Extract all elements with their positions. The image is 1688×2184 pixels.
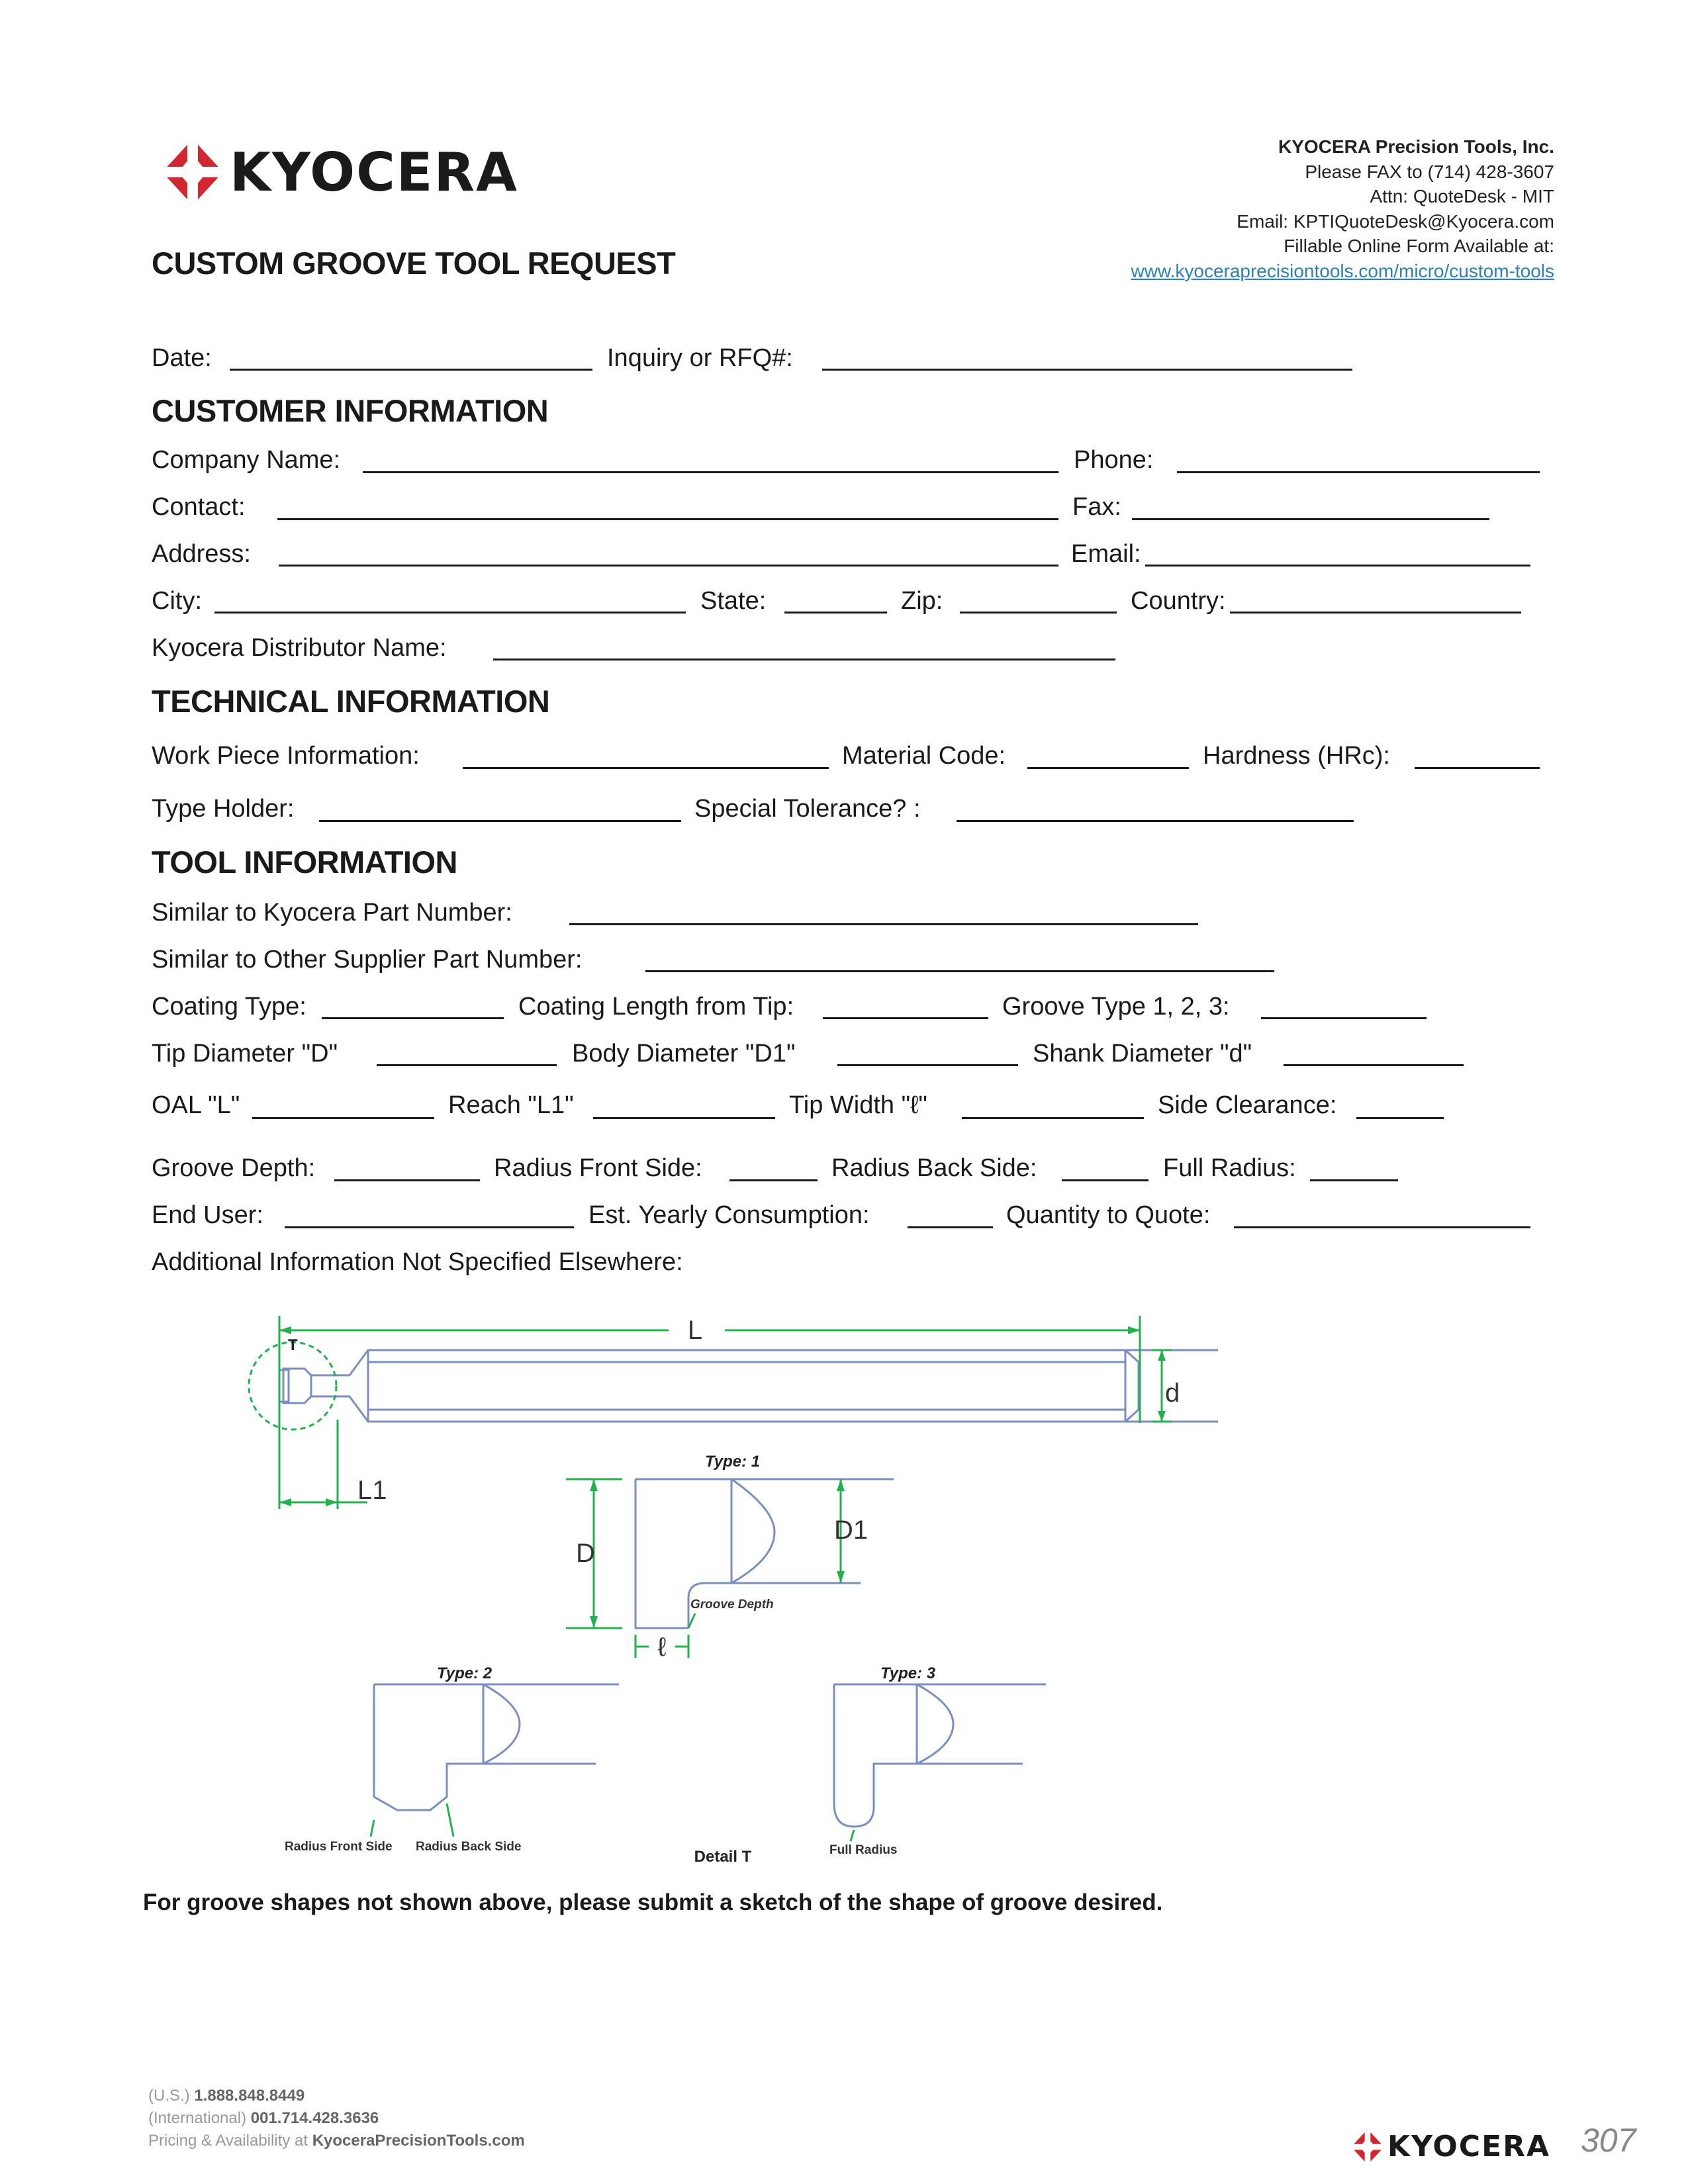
- contact-url-link[interactable]: www.kyoceraprecisiontools.com/micro/custom-tools: [1131, 260, 1554, 281]
- technical-heading: TECHNICAL INFORMATION: [152, 684, 550, 719]
- side-clearance-field[interactable]: [1356, 1117, 1444, 1119]
- tool-outline: [279, 1350, 1218, 1422]
- zip-field[interactable]: [960, 612, 1117, 614]
- tip-diameter-field[interactable]: [377, 1064, 557, 1066]
- footer-us-label: (U.S.): [148, 2087, 190, 2105]
- diagram-d1-label: D1: [834, 1516, 868, 1545]
- contact-company: KYOCERA Precision Tools, Inc.: [1278, 136, 1554, 157]
- quantity-field[interactable]: [1234, 1226, 1530, 1228]
- full-radius-label: Full Radius:: [1163, 1154, 1296, 1182]
- tolerance-field[interactable]: [957, 820, 1354, 822]
- body-diameter-label: Body Diameter "D1": [572, 1040, 796, 1068]
- footer-intl-phone: 001.714.428.3636: [250, 2109, 379, 2127]
- tip-diameter-label: Tip Diameter "D": [152, 1040, 338, 1068]
- footer-contact: [148, 2085, 525, 2152]
- tip-width-label: Tip Width "ℓ": [789, 1091, 927, 1119]
- fax-field[interactable]: [1132, 518, 1489, 520]
- diagram-t-label: T: [288, 1336, 298, 1354]
- company-label: Company Name:: [152, 446, 341, 474]
- footer-website: KyoceraPrecisionTools.com: [312, 2132, 525, 2150]
- diagram-type3-label: Type: 3: [880, 1664, 936, 1682]
- type-holder-field[interactable]: [319, 820, 681, 822]
- shank-diameter-field[interactable]: [1284, 1064, 1464, 1066]
- reach-field[interactable]: [593, 1117, 775, 1119]
- company-field[interactable]: [363, 471, 1058, 473]
- date-field[interactable]: [230, 369, 592, 371]
- radius-back-label: Radius Back Side:: [831, 1154, 1037, 1182]
- consumption-label: Est. Yearly Consumption:: [588, 1201, 870, 1229]
- oal-field[interactable]: [252, 1117, 434, 1119]
- radius-back-field[interactable]: [1062, 1179, 1149, 1181]
- diagram-d-shank-label: d: [1165, 1379, 1180, 1408]
- diagram-l1-label: L1: [357, 1476, 387, 1505]
- kyocera-wordmark: KYOCERA: [230, 142, 518, 203]
- diagram-type1-label: Type: 1: [705, 1453, 761, 1471]
- diagram-tip-d-label: D: [576, 1539, 595, 1568]
- customer-heading: CUSTOMER INFORMATION: [152, 393, 549, 428]
- contact-email: Email: KPTIQuoteDesk@Kyocera.com: [1237, 210, 1554, 232]
- country-field[interactable]: [1230, 612, 1521, 614]
- coating-length-field[interactable]: [823, 1017, 988, 1019]
- body-diameter-field[interactable]: [837, 1064, 1018, 1066]
- state-label: State:: [700, 587, 767, 615]
- kyocera-mark-icon: [161, 138, 224, 206]
- footer-us-phone: 1.888.848.8449: [194, 2087, 305, 2105]
- work-piece-field[interactable]: [463, 767, 829, 769]
- quantity-label: Quantity to Quote:: [1006, 1201, 1211, 1229]
- country-label: Country:: [1131, 587, 1226, 615]
- similar-other-field[interactable]: [645, 970, 1274, 972]
- shank-diameter-label: Shank Diameter "d": [1033, 1040, 1252, 1068]
- radius-front-field[interactable]: [729, 1179, 818, 1181]
- contact-block: [1131, 134, 1554, 283]
- material-code-field[interactable]: [1027, 767, 1189, 769]
- consumption-field[interactable]: [908, 1226, 993, 1228]
- diagram-groove-depth-label: Groove Depth: [690, 1598, 774, 1612]
- groove-type-label: Groove Type 1, 2, 3:: [1002, 993, 1230, 1021]
- footer-logo: [1350, 2128, 1551, 2168]
- groove-shape-note: For groove shapes not shown above, please submit a sketch of the shape of groove desired.: [143, 1889, 1163, 1915]
- tool-heading: TOOL INFORMATION: [152, 844, 457, 880]
- contact-label: Contact:: [152, 493, 246, 521]
- email-label: Email:: [1071, 540, 1141, 568]
- tip-width-field[interactable]: [962, 1117, 1144, 1119]
- distributor-label: Kyocera Distributor Name:: [152, 634, 447, 662]
- tool-diagram: [238, 1297, 1218, 1880]
- footer-intl-label: (International): [148, 2109, 247, 2127]
- date-label: Date:: [152, 344, 212, 372]
- fax-label: Fax:: [1072, 493, 1121, 521]
- detail-circle: [249, 1342, 336, 1430]
- inquiry-field[interactable]: [822, 369, 1352, 371]
- radius-front-label: Radius Front Side:: [494, 1154, 702, 1182]
- contact-fillable: Fillable Online Form Available at:: [1284, 236, 1554, 256]
- zip-label: Zip:: [901, 587, 943, 615]
- type3-profile: [834, 1684, 1046, 1827]
- side-clearance-label: Side Clearance:: [1158, 1091, 1337, 1119]
- address-field[interactable]: [279, 565, 1058, 567]
- kyocera-mark-icon: [1350, 2128, 1385, 2165]
- similar-other-label: Similar to Other Supplier Part Number:: [152, 946, 583, 974]
- coating-length-label: Coating Length from Tip:: [518, 993, 794, 1021]
- groove-depth-field[interactable]: [334, 1179, 480, 1181]
- groove-type-field[interactable]: [1261, 1017, 1427, 1019]
- footer-pricing-label: Pricing & Availability at: [148, 2132, 308, 2150]
- page-title: CUSTOM GROOVE TOOL REQUEST: [152, 246, 676, 281]
- diagram-full-radius-label: Full Radius: [829, 1843, 898, 1857]
- diagram-radius-back-label: Radius Back Side: [416, 1840, 522, 1854]
- full-radius-field[interactable]: [1310, 1179, 1398, 1181]
- state-field[interactable]: [784, 612, 887, 614]
- similar-kyocera-field[interactable]: [569, 923, 1198, 925]
- reach-label: Reach "L1": [448, 1091, 574, 1119]
- diagram-type2-label: Type: 2: [437, 1664, 492, 1682]
- similar-kyocera-label: Similar to Kyocera Part Number:: [152, 899, 512, 927]
- coating-type-field[interactable]: [322, 1017, 504, 1019]
- coating-type-label: Coating Type:: [152, 993, 306, 1021]
- diagram-detail-label: Detail T: [694, 1848, 752, 1866]
- hardness-field[interactable]: [1415, 767, 1540, 769]
- kyocera-logo: [161, 138, 518, 206]
- phone-field[interactable]: [1177, 471, 1540, 473]
- work-piece-label: Work Piece Information:: [152, 742, 420, 770]
- city-field[interactable]: [214, 612, 686, 614]
- hardness-label: Hardness (HRc):: [1203, 742, 1390, 770]
- distributor-field[interactable]: [493, 659, 1115, 660]
- oal-label: OAL "L": [152, 1091, 240, 1119]
- email-field[interactable]: [1145, 565, 1530, 567]
- inquiry-label: Inquiry or RFQ#:: [607, 344, 793, 372]
- page-number: 307: [1581, 2122, 1636, 2159]
- groove-depth-label: Groove Depth:: [152, 1154, 316, 1182]
- tolerance-label: Special Tolerance? :: [694, 795, 921, 823]
- type-holder-label: Type Holder:: [152, 795, 295, 823]
- contact-fax: Please FAX to (714) 428-3607: [1305, 161, 1554, 182]
- contact-field[interactable]: [277, 518, 1058, 520]
- address-label: Address:: [152, 540, 251, 568]
- city-label: City:: [152, 587, 202, 615]
- contact-attn: Attn: QuoteDesk - MIT: [1370, 186, 1554, 206]
- end-user-label: End User:: [152, 1201, 263, 1229]
- material-code-label: Material Code:: [842, 742, 1006, 770]
- diagram-radius-front-label: Radius Front Side: [285, 1840, 393, 1854]
- phone-label: Phone:: [1074, 446, 1154, 474]
- end-user-field[interactable]: [285, 1226, 574, 1228]
- diagram-tip-width-label: ℓ: [657, 1633, 667, 1662]
- additional-info-label: Additional Information Not Specified Elsewhere:: [152, 1248, 683, 1276]
- diagram-l-label: L: [687, 1316, 703, 1345]
- type2-profile: [374, 1684, 619, 1810]
- footer-wordmark: KYOCERA: [1387, 2130, 1551, 2163]
